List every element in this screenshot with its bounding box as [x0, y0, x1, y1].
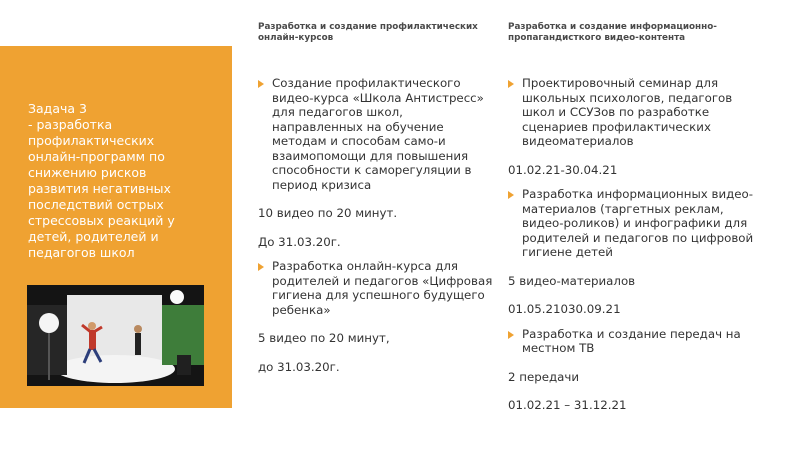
list-note: 01.02.21 – 31.12.21	[508, 398, 627, 412]
list-item: Разработка и создание передач на местном ТВ	[508, 327, 754, 356]
studio-photo	[27, 285, 204, 386]
list-note: до 31.03.20г.	[258, 359, 340, 374]
list-note: До 31.03.20г.	[258, 234, 341, 249]
list-note: 01.05.21030.09.21	[508, 302, 621, 316]
column-heading: Разработка и создание информационно-пропагандисткого видео-контента	[508, 22, 717, 43]
list-note: 01.02.21-30.04.21	[508, 162, 618, 177]
list-note: 2 передачи	[508, 369, 579, 384]
list-item: Создание профилактического видео-курса «Школа Антистресс» для педагогов школ, направленных на обучение методам и способам само-и взаимопомощи для повышения способности к саморегуляции в период кризиса	[258, 76, 494, 192]
list-note: 5 видео-материалов	[508, 273, 636, 288]
list-item: Проектировочный семинар для школьных психологов, педагогов школ и ССУЗов по разработке сценариев профилактических видеоматериалов	[508, 76, 754, 149]
list-item: Разработка информационных видео-материалов (таргетных реклам, видео-роликов) и инфографики для родителей и педагогов по цифровой гигиене детей	[508, 187, 754, 260]
list-note: 5 видео по 20 минут,	[258, 331, 390, 345]
list-note: 10 видео по 20 минут.	[258, 206, 398, 220]
column-heading: Разработка и создание профилактических онлайн-курсов	[258, 22, 478, 43]
task-description: Задача 3 - разработка профилактических онлайн-программ по снижению рисков развития негативных последствий острых стрессовых реакций у детей, родителей и педагогов школ	[28, 101, 175, 260]
list-item: Разработка онлайн-курса для родителей и педагогов «Цифровая гигиена для успешного будущего ребенка»	[258, 259, 494, 317]
